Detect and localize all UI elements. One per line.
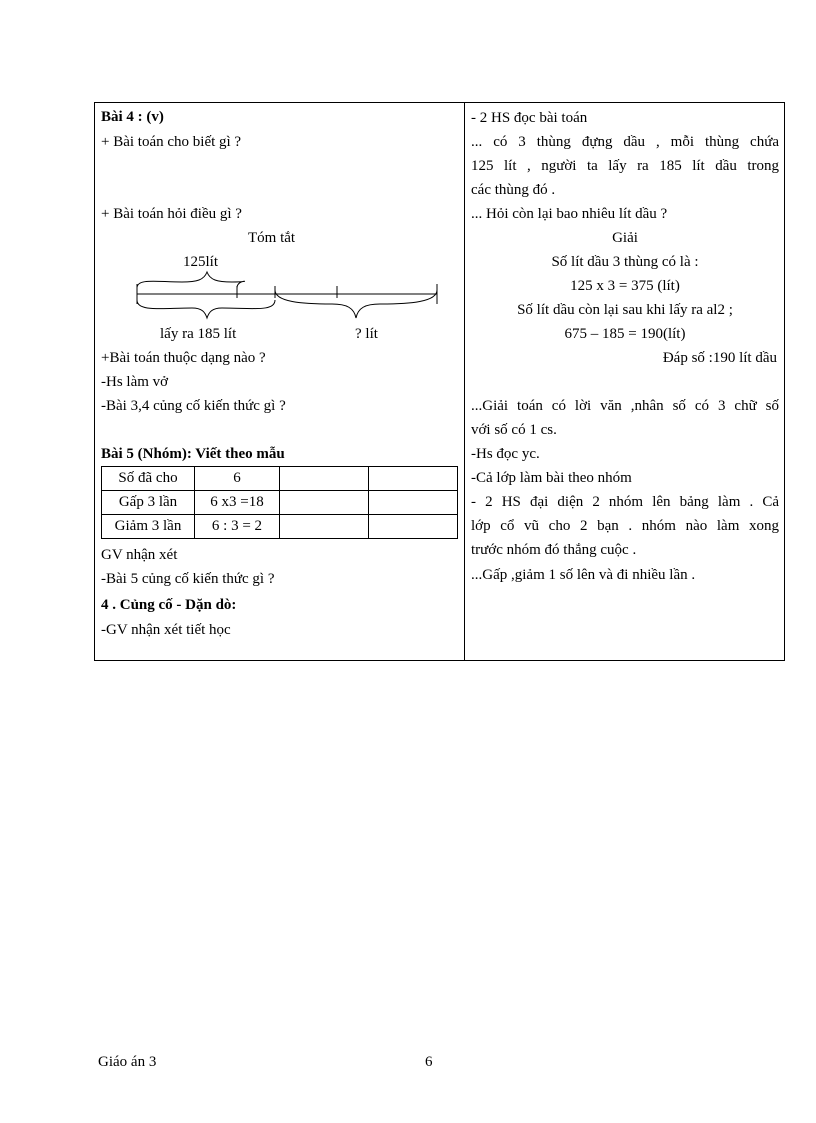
question-given: + Bài toán cho biết gì ? [101, 134, 242, 150]
table-cell: 6 x3 =18 [195, 491, 280, 515]
solution-step: Số lít dầu 3 thùng có là : [551, 254, 699, 270]
table-cell: 6 : 3 = 2 [195, 515, 280, 539]
brace-185 [137, 300, 275, 318]
line-segment-diagram [132, 268, 444, 320]
table-cell [369, 491, 458, 515]
table-cell [280, 491, 369, 515]
section-4-title: 4 . Củng cố - Dặn dò: [101, 597, 237, 613]
solution-step: 675 – 185 = 190(lít) [564, 326, 686, 342]
table-cell: Gấp 3 lần [102, 491, 195, 515]
question-asked: + Bài toán hỏi điều gì ? [101, 206, 242, 222]
table-cell: 6 [195, 467, 280, 491]
label-185-lit: lấy ra 185 lít [160, 326, 237, 342]
table-cell [280, 467, 369, 491]
answer-line: ...Gấp ,giảm 1 số lên và đi nhiều lần . [471, 567, 696, 583]
final-answer: Đáp số :190 lít dầu [662, 350, 777, 366]
answer-line: lớp cổ vũ cho 2 bạn . nhóm nào làm xong [471, 518, 779, 534]
answer-line: -Hs đọc yc. [471, 446, 540, 462]
solution-step: Số lít dầu còn lại sau khi lấy ra al2 ; [517, 302, 733, 318]
bai4-title: Bài 4 : (v) [101, 109, 164, 125]
question-type: +Bài toán thuộc dạng nào ? [101, 350, 266, 366]
label-question-lit: ? lít [355, 326, 378, 342]
answer-line: 125 lít , người ta lấy ra 185 lít dầu trong [471, 158, 779, 174]
table-cell: Giảm 3 lần [102, 515, 195, 539]
question-knowledge-5: -Bài 5 củng cố kiến thức gì ? [101, 571, 275, 587]
label-125-lit: 125lít [183, 254, 219, 270]
table-cell [280, 515, 369, 539]
answer-line: - 2 HS đại diện 2 nhóm lên bảng làm . Cả [471, 494, 779, 510]
answer-line: ... Hỏi còn lại bao nhiêu lít dầu ? [471, 206, 668, 222]
question-knowledge-34: -Bài 3,4 củng cố kiến thức gì ? [101, 398, 286, 414]
column-divider [464, 102, 465, 661]
multiply-divide-table [101, 466, 458, 539]
bai5-title: Bài 5 (Nhóm): Viết theo mẫu [101, 446, 285, 462]
answer-line: ... có 3 thùng đựng dầu , mỗi thùng chứa [471, 134, 779, 150]
answer-line: -Cả lớp làm bài theo nhóm [471, 470, 632, 486]
answer-line: các thùng đó . [471, 182, 556, 198]
summary-title: Tóm tắt [248, 230, 296, 246]
footer-title: Giáo án 3 [98, 1054, 157, 1070]
table-cell [369, 467, 458, 491]
answer-line: - 2 HS đọc bài toán [471, 110, 588, 126]
answer-line: ...Giải toán có lời văn ,nhân số có 3 chữ số [471, 398, 779, 414]
table-row [102, 467, 458, 491]
table-row [102, 515, 458, 539]
answer-line: trước nhóm đó thắng cuộc . [471, 542, 637, 558]
student-notebook: -Hs làm vở [101, 374, 169, 390]
solution-title: Giải [612, 230, 638, 246]
table-row [102, 491, 458, 515]
teacher-lesson-review: -GV nhận xét tiết học [101, 622, 231, 638]
teacher-comment: GV nhận xét [101, 547, 178, 563]
table-cell: Số đã cho [102, 467, 195, 491]
answer-line: với số có 1 cs. [471, 422, 557, 438]
solution-step: 125 x 3 = 375 (lít) [570, 278, 680, 294]
table-cell [369, 515, 458, 539]
page-number: 6 [425, 1054, 433, 1070]
brace-125 [137, 272, 245, 288]
